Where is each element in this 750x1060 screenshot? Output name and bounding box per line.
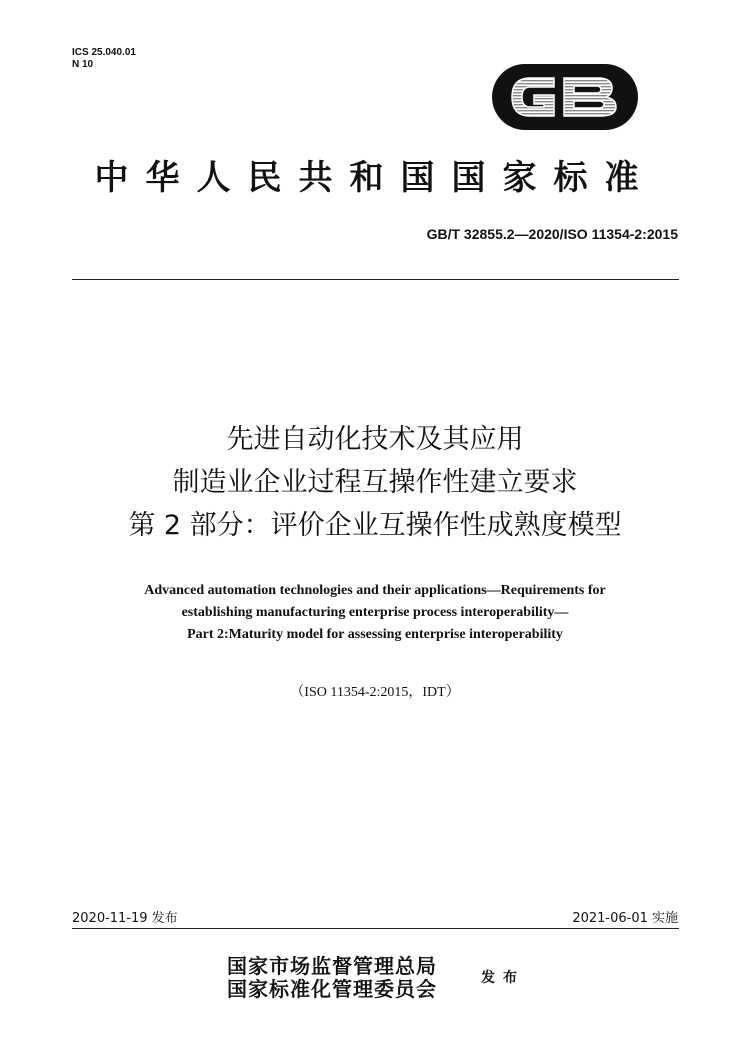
english-title-line: Part 2:Maturity model for assessing enterprise interoperability <box>187 627 563 642</box>
standard-number: GB/T 32855.2—2020/ISO 11354-2:2015 <box>426 226 678 242</box>
issue-label: 发布 <box>481 970 525 986</box>
classification-codes <box>72 47 136 71</box>
adoption-note: （ISO 11354-2:2015，IDT） <box>290 685 460 700</box>
english-title-line: establishing manufacturing enterprise process interoperability— <box>181 605 569 620</box>
issuing-authorities <box>227 955 437 1001</box>
issuer-line: 国家市场监督管理总局 <box>227 954 437 978</box>
issuer-line: 国家标准化管理委员会 <box>227 977 437 1001</box>
chinese-title-line: 先进自动化技术及其应用 <box>226 424 524 455</box>
issue-date: 2020-11-19 发布 <box>72 911 178 926</box>
bottom-divider <box>72 928 679 929</box>
implementation-date: 2021-06-01 实施 <box>572 911 678 926</box>
chinese-title-line: 制造业企业过程互操作性建立要求 <box>172 467 578 498</box>
chinese-title-line: 第 2 部分：评价企业互操作性成熟度模型 <box>128 510 622 541</box>
top-divider <box>72 279 679 280</box>
gb-logo-icon <box>490 62 640 132</box>
ics-code: ICS 25.040.01 <box>72 47 136 58</box>
english-title-line: Advanced automation technologies and their applications—Requirements for <box>144 583 606 598</box>
chinese-title <box>40 418 710 547</box>
document-type-title: 中华人民共和国国家标准 <box>94 158 656 198</box>
english-title <box>40 580 710 646</box>
ccs-code: N 10 <box>72 59 94 70</box>
